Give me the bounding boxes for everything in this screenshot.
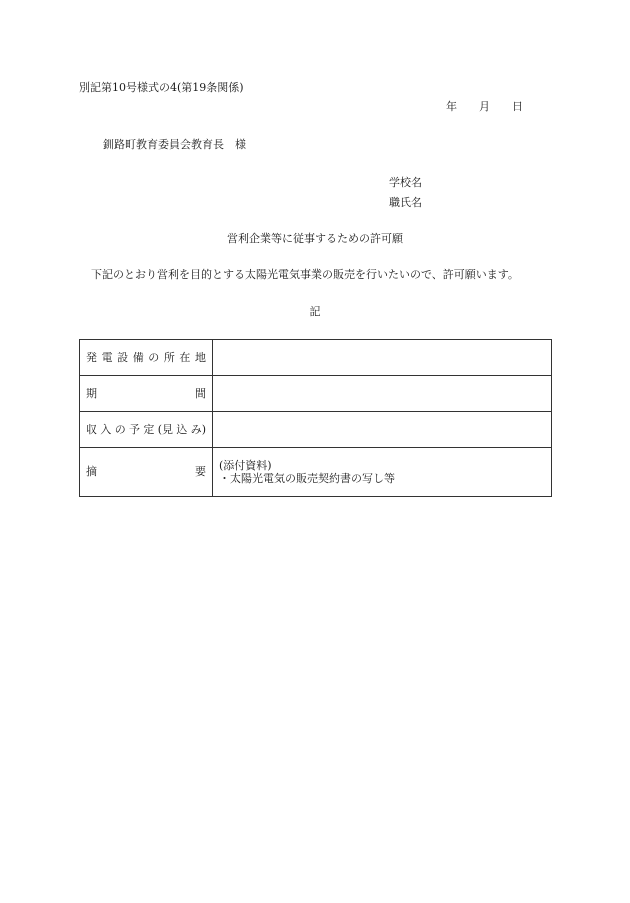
document-title: 営利企業等に従事するための許可願 (227, 232, 403, 245)
table-row (80, 376, 552, 412)
school-label: 学校名 (389, 176, 422, 189)
date-month: 月 (479, 100, 490, 113)
details-table (79, 339, 552, 497)
row-label-income (80, 412, 213, 448)
label-char: (見 (157, 422, 174, 436)
label-char: 収 (86, 422, 97, 436)
row-label-location (80, 340, 213, 376)
addressee: 釧路町教育委員会教育長 様 (103, 138, 246, 151)
body-text: 下記のとおり営利を目的とする太陽光電気事業の販売を行いたいので、許可願います。 (91, 268, 519, 281)
row-value-remarks[interactable] (213, 448, 552, 497)
table-row (80, 340, 552, 376)
label-char: み) (190, 422, 206, 436)
form-number: 別記第10号様式の4(第19条関係) (79, 81, 244, 94)
date-day: 日 (512, 100, 523, 113)
date-year: 年 (446, 100, 457, 113)
label-char: 入 (100, 422, 112, 436)
label-char: 設 (117, 350, 129, 364)
label-char: 間 (195, 386, 206, 400)
label-char: 在 (179, 350, 191, 364)
row-label-period (80, 376, 213, 412)
label-char: 摘 (86, 465, 97, 478)
label-char: 込 (176, 422, 188, 436)
name-label: 職氏名 (389, 196, 422, 209)
row-value-period[interactable] (213, 376, 552, 412)
label-char: 所 (163, 350, 175, 364)
label-char: の (148, 350, 160, 364)
label-char: 電 (101, 350, 113, 364)
ki-heading: 記 (309, 305, 321, 318)
row-value-income[interactable] (213, 412, 552, 448)
row-label-remarks (80, 448, 213, 497)
label-char: 地 (194, 350, 206, 364)
remarks-line: (添付資料) (219, 459, 272, 472)
date-line (446, 100, 523, 114)
label-char: の (114, 422, 126, 436)
row-value-location[interactable] (213, 340, 552, 376)
remarks-line: ・太陽光電気の販売契約書の写し等 (219, 472, 395, 485)
table-row (80, 448, 552, 497)
table-row (80, 412, 552, 448)
label-char: 定 (143, 422, 155, 436)
label-char: 備 (132, 350, 144, 364)
label-char: 予 (129, 422, 141, 436)
label-char: 期 (86, 386, 97, 400)
label-char: 発 (86, 350, 97, 364)
label-char: 要 (195, 465, 206, 478)
